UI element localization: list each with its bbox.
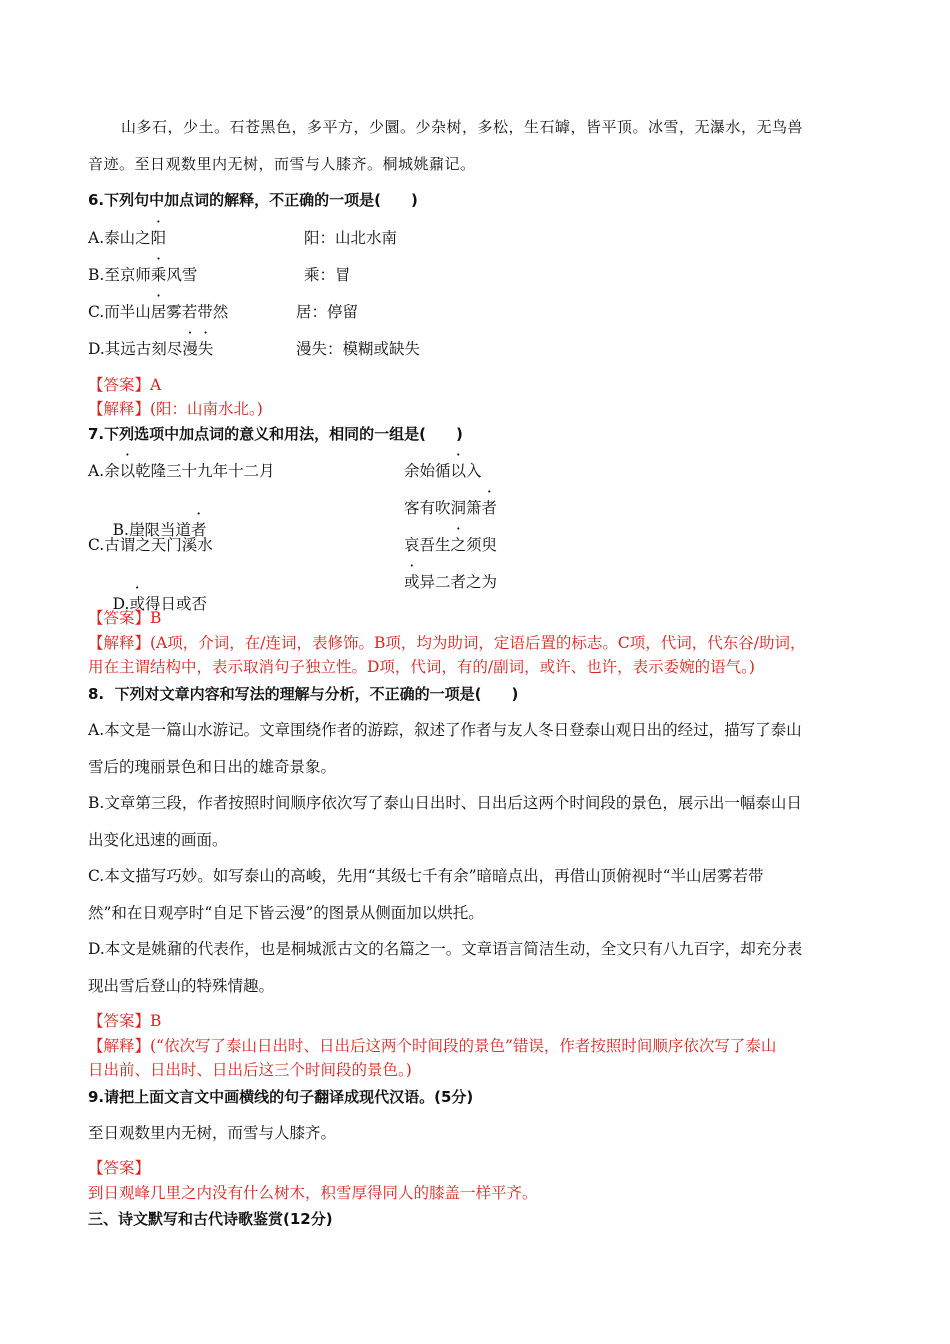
- q7-option-a: [88, 460, 275, 482]
- q7-answer: 【答案】B: [88, 609, 162, 627]
- option-text: 雾若带然: [166, 303, 229, 321]
- option-text: 异二者之为: [419, 573, 498, 591]
- q8-option-c-line-1: C.本文描写巧妙。如写泰山的高峻，先用“其级七千有余”暗暗点出，再借山顶俯视时“半山居雾若带: [88, 867, 764, 885]
- q6-gloss-c: 居：停留: [296, 303, 359, 321]
- q6-option-a: [88, 227, 166, 249]
- q6-option-c: [88, 301, 228, 323]
- q7-option-c-compare: [404, 534, 497, 556]
- passage-line-2: 音迹。至日观数里内无树，而雪与人膝齐。桐城姚鼐记。: [88, 155, 476, 173]
- q8-explanation-line-2: 日出前、日出时、日出后这三个时间段的景色。): [88, 1061, 412, 1079]
- q6-answer: 【答案】A: [88, 376, 162, 394]
- option-text: A.余: [88, 462, 120, 480]
- dotted-word: 失: [197, 340, 214, 358]
- q8-option-a-line-2: 雪后的瑰丽景色和日出的雄奇景象。: [88, 758, 337, 776]
- dotted-word: 或: [129, 595, 145, 613]
- dotted-word: 阳: [150, 229, 167, 247]
- dotted-word: 居: [150, 303, 167, 321]
- option-text: B.至京师: [88, 266, 151, 284]
- q6-gloss-b: 乘：冒: [304, 266, 351, 284]
- option-text: 须臾: [466, 536, 498, 554]
- q9-translation: 到日观峰几里之内没有什么树木，积雪厚得同人的膝盖一样平齐。: [88, 1184, 538, 1202]
- option-text: D.: [107, 595, 130, 613]
- q6-explanation: 【解释】(阳：山南水北。): [88, 400, 263, 418]
- option-text: 入: [466, 462, 482, 480]
- option-text: C.而半山: [88, 303, 151, 321]
- q7-explanation-line-2: 用在主谓结构中，表示取消句子独立性。D项，代词，有的/副词，或许、也许，表示委婉的语气。): [88, 658, 755, 676]
- question-9-stem: 9.请把上面文言文中画横线的句子翻译成现代汉语。(5分): [88, 1088, 474, 1106]
- option-text: C.古谓: [88, 536, 136, 554]
- dotted-word: 者: [190, 521, 207, 539]
- q7-option-a-compare: [404, 460, 482, 482]
- question-7-stem: 7.下列选项中加点词的意义和用法，相同的一组是( ): [88, 425, 463, 443]
- q8-option-d-line-1: D.本文是姚鼐的代表作，也是桐城派古文的名篇之一。文章语言简洁生动，全文只有八九百字，却充分表: [88, 940, 803, 958]
- option-text: 得日或否: [144, 595, 207, 613]
- q8-answer: 【答案】B: [88, 1012, 162, 1030]
- dotted-word: 之: [135, 536, 151, 554]
- option-text: 风雪: [166, 266, 198, 284]
- question-6-stem: 6.下列句中加点词的解释，不正确的一项是( ): [88, 191, 418, 209]
- q6-gloss-d: 漫失：模糊或缺失: [296, 340, 421, 358]
- option-text: 天门溪水: [150, 536, 213, 554]
- option-text: 余始循: [404, 462, 451, 480]
- option-text: 客有吹洞箫: [404, 499, 482, 517]
- dotted-word: 乘: [150, 266, 167, 284]
- q8-option-d-line-2: 现出雪后登山的特殊情趣。: [88, 977, 275, 995]
- q9-sentence: 至日观数里内无树，而雪与人膝齐。: [88, 1124, 337, 1142]
- q8-option-b-line-1: B.文章第三段，作者按照时间顺序依次写了泰山日出时、日出后这两个时间段的景色，展示出一幅泰山日: [88, 794, 802, 812]
- q7-explanation-line-1: 【解释】(A项，介词，在/连词，表修饰。B项，均为助词，定语后置的标志。C项，代词，代东谷/助词，: [88, 634, 806, 652]
- dotted-word: 以: [119, 462, 136, 480]
- q6-option-b: [88, 264, 197, 286]
- q7-option-d-compare: [404, 571, 497, 593]
- option-text: A.泰山之: [88, 229, 151, 247]
- q7-option-b-compare: [404, 497, 497, 519]
- option-text: 乾隆三十九年十二月: [135, 462, 275, 480]
- dotted-word: 漫: [182, 340, 198, 358]
- dotted-word: 或: [404, 573, 420, 591]
- option-text: D.其远古刻尽: [88, 340, 183, 358]
- q6-option-d: [88, 338, 213, 360]
- dotted-word: 者: [481, 499, 498, 517]
- dotted-word: 以: [450, 462, 467, 480]
- q8-explanation-line-1: 【解释】(“依次写了泰山日出时、日出后这两个时间段的景色”错误，作者按照时间顺序依次写了泰山: [88, 1037, 777, 1055]
- dotted-word: 之: [450, 536, 467, 554]
- q8-option-c-line-2: 然”和在日观亭时“自足下皆云漫”的图景从侧面加以烘托。: [88, 904, 484, 922]
- passage-line-1: 山多石，少土。石苍黑色，多平方，少圜。少杂树，多松，生石罅，皆平顶。冰雪，无瀑水，无鸟兽: [121, 118, 804, 136]
- q9-answer: 【答案】: [88, 1159, 151, 1177]
- section-3-heading: 三、诗文默写和古代诗歌鉴赏(12分): [88, 1210, 333, 1228]
- q6-gloss-a: 阳：山北水南: [304, 229, 398, 247]
- option-text: 哀吾生: [404, 536, 451, 554]
- q8-option-a-line-1: A.本文是一篇山水游记。文章围绕作者的游踪，叙述了作者与友人冬日登泰山观日出的经过，描写了泰山: [88, 721, 802, 739]
- q7-option-c: [88, 534, 213, 556]
- q8-option-b-line-2: 出变化迅速的画面。: [88, 831, 228, 849]
- question-8-stem: 8. 下列对文章内容和写法的理解与分析，不正确的一项是( ): [88, 685, 519, 703]
- option-text: B.崖限当道: [107, 521, 191, 539]
